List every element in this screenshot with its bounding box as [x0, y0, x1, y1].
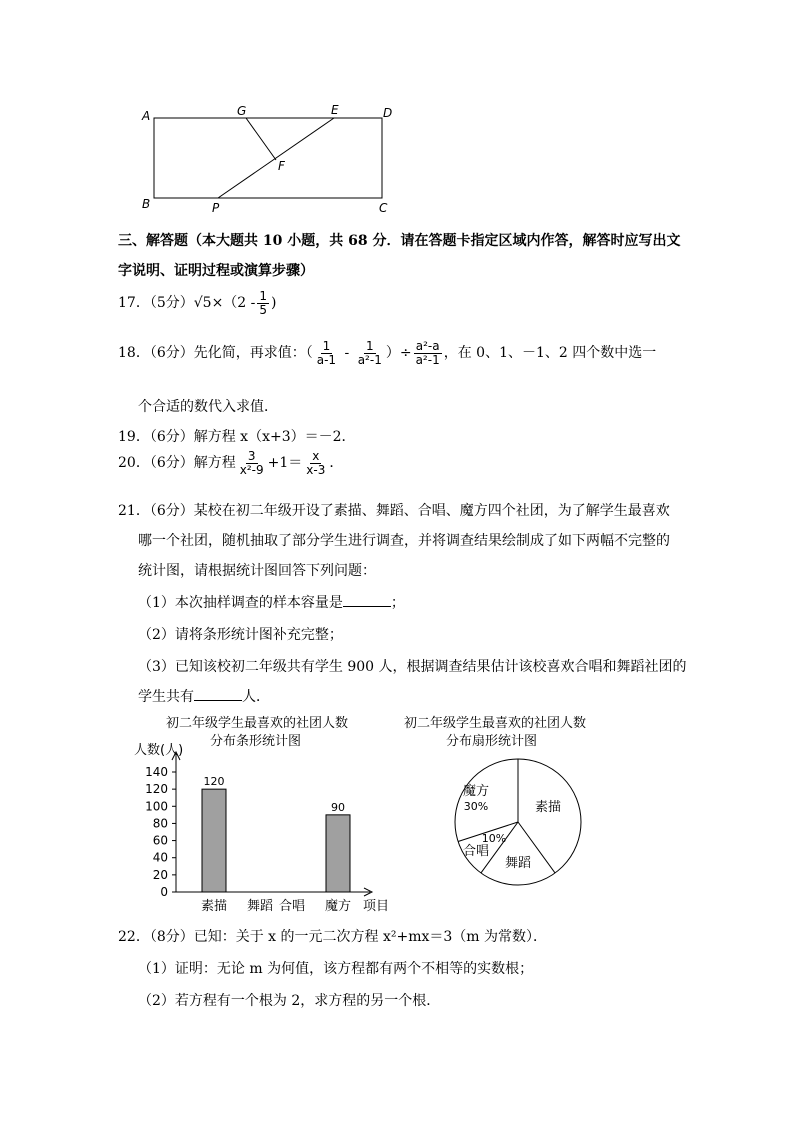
bar-0 — [202, 789, 226, 892]
question-17: 17．（5分）√5×（2 - $\frac{1}{5}$ ) — [118, 289, 277, 317]
q18-fraction-3: $\frac{\text{a²-a}}{\text{a²-1}}$ — [415, 339, 440, 367]
q21-sub3: （3）已知该校初二年级共有学生 900 人，根据调查结果估计该校喜欢合唱和舞蹈社团的 — [138, 659, 687, 675]
question-22: 22．（8分）已知：关于 x 的一元二次方程 x²+mx＝3（m 为常数）． — [118, 929, 548, 945]
pie-slice-label: 合唱 — [462, 844, 490, 859]
pie-chart — [450, 755, 590, 890]
rectangle-figure — [130, 95, 410, 220]
label-P: P — [212, 201, 220, 215]
x-category-label: 合唱 — [278, 899, 306, 914]
q21-sub3b: 学生共有 人． — [138, 689, 270, 705]
q20-fraction-1: $\frac{3}{\text{x²-9}}$ — [239, 449, 264, 477]
question-19: 19．（6分）解方程 x（x+3）＝－2． — [118, 429, 356, 445]
bar-3 — [326, 815, 350, 892]
label-B: B — [142, 197, 151, 211]
question-18: 18．（6分）先化简，再求值：（ $\frac{1}{a-1}$ - $\frac{1}{\text{a²-1}}$ ）÷ $\frac{\text{a²-a}}{\text{a²-1}}$ ，在 0、1、－1、2 四个数中选一 — [118, 339, 657, 367]
x-category-label: 舞蹈 — [246, 899, 274, 914]
question-20: 20．（6分）解方程 $\frac{3}{\text{x²-9}}$ +1＝ $\frac{x}{x-3}$ ． — [118, 449, 344, 477]
label-D: D — [383, 106, 393, 120]
pie-chart-subtitle: 分布扇形统计图 — [446, 734, 538, 749]
bar-data-label: 90 — [331, 800, 345, 814]
y-axis-label: 人数(人) — [134, 743, 184, 758]
q18-fraction-1: $\frac{1}{a-1}$ — [316, 339, 337, 367]
y-tick-label: 140 — [145, 765, 168, 779]
y-tick-label: 80 — [152, 816, 168, 831]
pie-chart-title: 初二年级学生最喜欢的社团人数 — [404, 716, 587, 731]
q17-expr: √5×（2 - — [193, 295, 256, 312]
label-C: C — [379, 201, 388, 215]
q18-fraction-2: $\frac{1}{\text{a²-1}}$ — [357, 339, 382, 367]
q21-sub1: （1）本次抽样调查的样本容量是 ； — [138, 595, 405, 611]
x-category-label: 素描 — [200, 899, 228, 914]
y-tick-label: 120 — [145, 782, 168, 797]
q21-line1: 21．（6分）某校在初二年级开设了素描、舞蹈、合唱、魔方四个社团，为了解学生最喜欢 — [118, 503, 670, 519]
q22-sub1: （1）证明：无论 m 为何值，该方程都有两个不相等的实数根； — [138, 961, 534, 977]
q17-fraction: $\frac{1}{5}$ — [259, 289, 268, 317]
pie-slice-label: 舞蹈 — [504, 856, 532, 871]
label-G: G — [237, 104, 247, 118]
q21-line2: 哪一个社团，随机抽取了部分学生进行调查，并将调查结果绘制成了如下两幅不完整的 — [138, 533, 670, 549]
bar-chart-title: 初二年级学生最喜欢的社团人数 — [166, 716, 349, 731]
label-E: E — [331, 103, 339, 117]
y-tick-label: 0 — [160, 885, 168, 899]
q22-sub2: （2）若方程有一个根为 2，求方程的另一个根． — [138, 993, 441, 1009]
bar-chart-subtitle: 分布条形统计图 — [210, 734, 302, 749]
answer-blank-1[interactable] — [343, 594, 391, 607]
pie-pct-label: 30% — [463, 800, 489, 813]
bar-chart — [130, 742, 400, 918]
q21-sub2: （2）请将条形统计图补充完整； — [138, 627, 343, 643]
y-tick-label: 60 — [152, 833, 168, 848]
label-A: A — [142, 109, 151, 123]
pie-slice-label: 魔方 — [462, 784, 490, 799]
section-title-line2: 字说明、证明过程或演算步骤） — [118, 263, 314, 279]
pie-pct-label: 10% — [481, 832, 507, 845]
bar-data-label: 120 — [203, 775, 225, 789]
y-tick-label: 20 — [152, 867, 168, 882]
y-tick-label: 40 — [152, 850, 168, 865]
q18-line2: 个合适的数代入求值． — [138, 399, 278, 415]
q20-fraction-2: $\frac{x}{x-3}$ — [306, 449, 326, 477]
label-F: F — [278, 159, 285, 173]
q21-line3: 统计图，请根据统计图回答下列问题： — [138, 563, 376, 579]
answer-blank-2[interactable] — [194, 688, 242, 701]
x-axis-label: 项目 — [363, 899, 390, 914]
q17-number: 17．（5分） — [118, 295, 194, 312]
section-title-line1: 三、解答题（本大题共 10 小题，共 68 分．请在答题卡指定区域内作答，解答时应写出文 — [118, 233, 681, 249]
x-category-label: 魔方 — [324, 899, 352, 914]
y-tick-label: 100 — [145, 799, 168, 814]
pie-slice-label: 素描 — [534, 800, 562, 815]
